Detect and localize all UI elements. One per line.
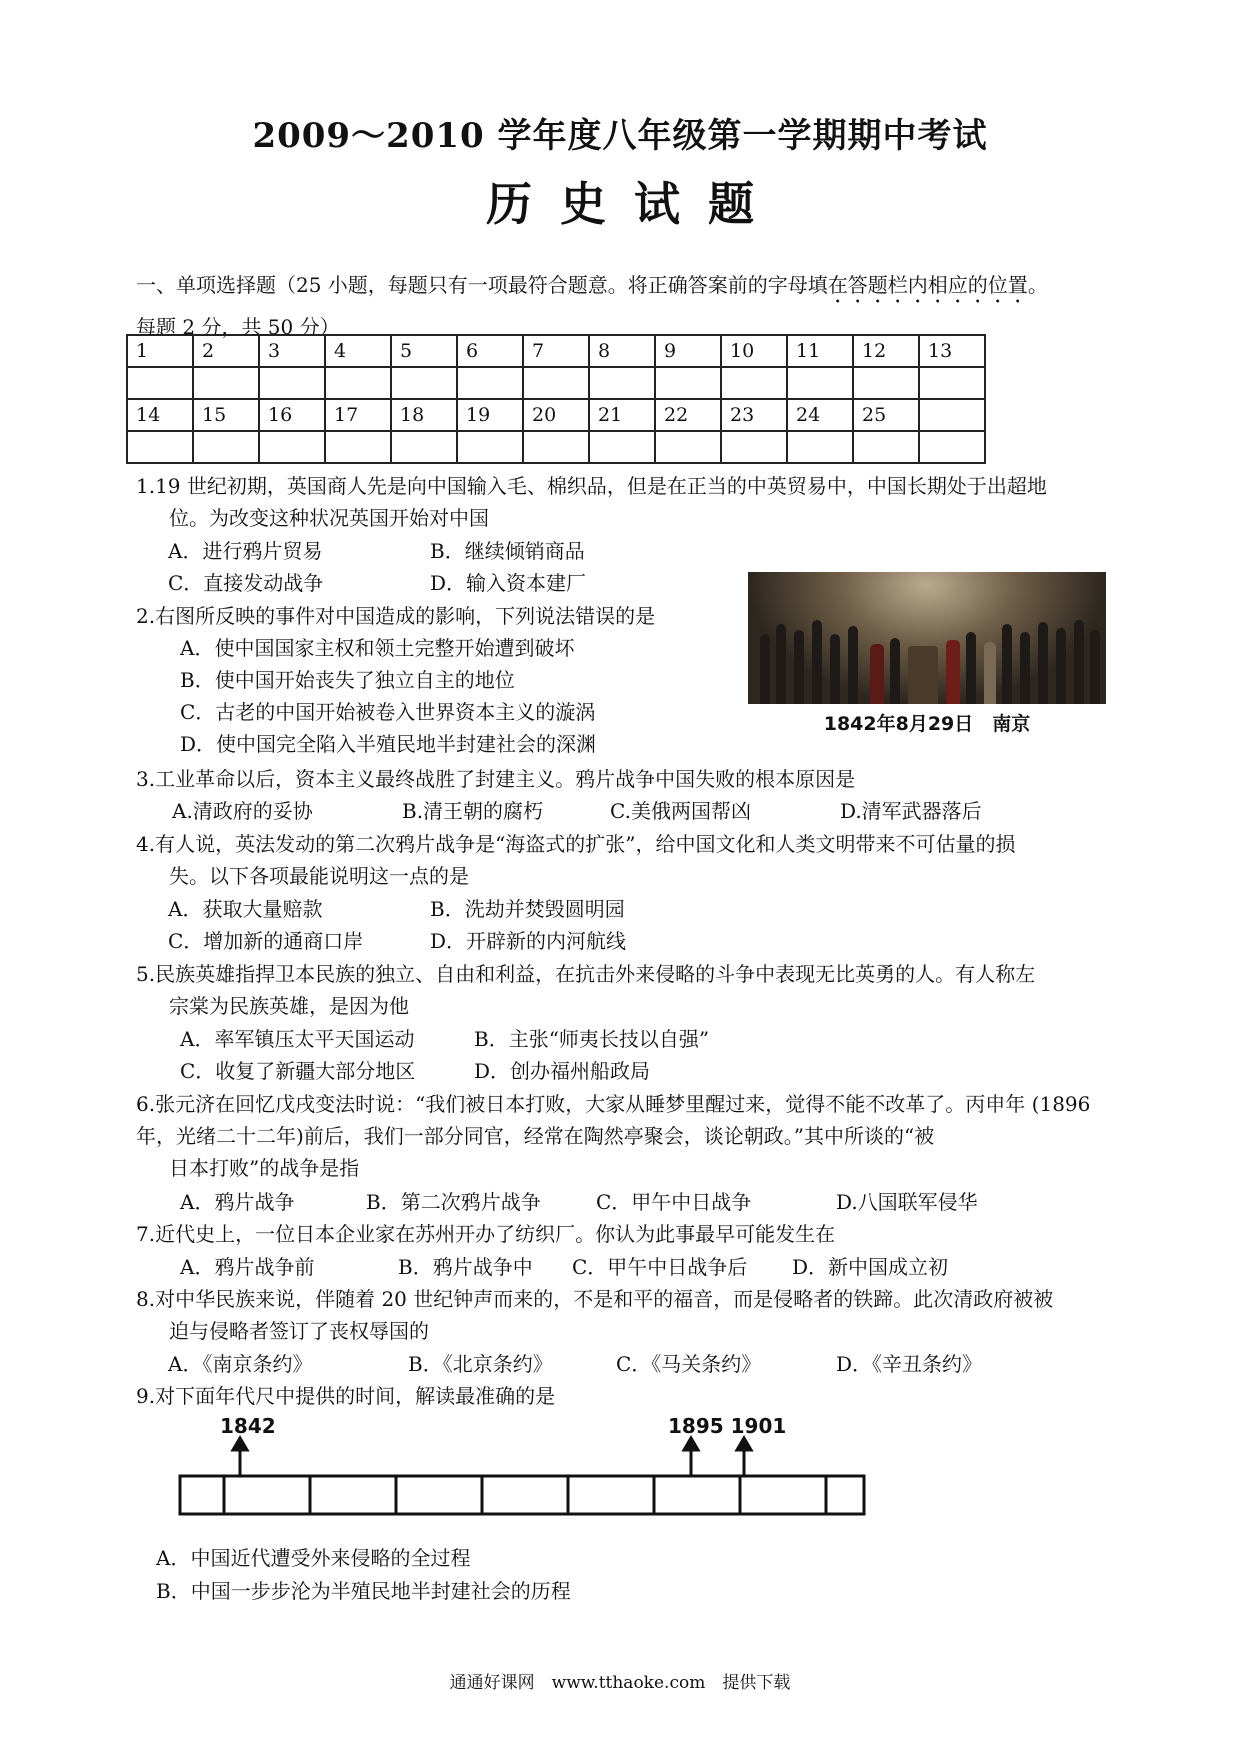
question-stem: 1.19 世纪初期，英国商人先是向中国输入毛、棉织品，但是在正当的中英贸易中，中国长期处于出超地 (136, 474, 1047, 498)
question-1 (136, 470, 1126, 534)
table-cell: 7 (523, 335, 589, 367)
q7-option-d: D．新中国成立初 (792, 1255, 949, 1279)
table-cell: 1 (127, 335, 193, 367)
answer-table (126, 334, 986, 464)
question-5 (136, 958, 1126, 1022)
answer-cell[interactable] (391, 367, 457, 399)
answer-cell[interactable] (391, 431, 457, 463)
table-cell (919, 399, 985, 431)
question-stem-cont: 失。以下各项最能说明这一点的是 (169, 864, 469, 888)
question-stem-cont: 宗棠为民族英雄，是因为他 (169, 994, 409, 1018)
q2-option-b: B．使中国开始丧失了独立自主的地位 (180, 668, 515, 692)
q2-option-d: D．使中国完全陷入半殖民地半封建社会的深渊 (180, 732, 597, 756)
q7-option-a: A．鸦片战争前 (180, 1255, 315, 1279)
answer-cell[interactable] (589, 431, 655, 463)
table-cell: 8 (589, 335, 655, 367)
table-cell: 4 (325, 335, 391, 367)
answer-cell[interactable] (193, 431, 259, 463)
q7-option-b: B．鸦片战争中 (398, 1255, 533, 1279)
answer-cell[interactable] (325, 431, 391, 463)
answer-row-2 (127, 431, 985, 463)
table-cell: 13 (919, 335, 985, 367)
q1-option-a: A．进行鸦片贸易 (168, 539, 323, 563)
question-stem: 8.对中华民族来说，伴随着 20 世纪钟声而来的，不是和平的福音，而是侵略者的铁蹄。此次清政府被被 (136, 1287, 1054, 1311)
answer-cell[interactable] (919, 431, 985, 463)
q1-option-c: C．直接发动战争 (168, 571, 324, 595)
table-cell: 12 (853, 335, 919, 367)
question-stem-cont-2: 日本打败”的战争是指 (169, 1156, 360, 1180)
answer-cell[interactable] (919, 367, 985, 399)
instructions-line2: 每题 2 分，共 50 分） (136, 315, 340, 339)
page-footer: 通通好课网 www.tthaoke.com 提供下载 (449, 1673, 791, 1693)
answer-cell[interactable] (589, 367, 655, 399)
table-cell: 6 (457, 335, 523, 367)
timeline-graphic (178, 1412, 866, 1522)
answer-table-header-row-1 (127, 335, 985, 367)
q7-option-c: C．甲午中日战争后 (572, 1255, 748, 1279)
table-cell: 2 (193, 335, 259, 367)
q6-option-a: A．鸦片战争 (180, 1190, 295, 1214)
painting-image (748, 572, 1106, 704)
answer-cell[interactable] (523, 431, 589, 463)
q3-option-d: D.清军武器落后 (840, 799, 982, 823)
answer-cell[interactable] (721, 431, 787, 463)
table-cell: 5 (391, 335, 457, 367)
question-4 (136, 828, 1126, 892)
question-8 (136, 1283, 1126, 1347)
q4-option-c: C．增加新的通商口岸 (168, 929, 364, 953)
table-cell: 18 (391, 399, 457, 431)
answer-cell[interactable] (457, 367, 523, 399)
painting-caption: 1842年8月29日 南京 (823, 713, 1031, 735)
instructions-text-a: 一、单项选择题（25 小题，每题只有一项最符合题意。将正确答案前的字母填 (136, 273, 828, 297)
table-cell: 22 (655, 399, 721, 431)
q2-option-c: C．古老的中国开始被卷入世界资本主义的漩涡 (180, 700, 596, 724)
answer-cell[interactable] (127, 367, 193, 399)
table-cell: 9 (655, 335, 721, 367)
answer-cell[interactable] (721, 367, 787, 399)
q8-option-b: B．《北京条约》 (408, 1352, 553, 1376)
q6-option-d: D.八国联军侵华 (836, 1190, 978, 1214)
answer-cell[interactable] (655, 367, 721, 399)
question-stem: 4.有人说，英法发动的第二次鸦片战争是“海盗式的扩张”，给中国文化和人类文明带来不可估量的损 (136, 832, 1016, 856)
question-7: 7.近代史上，一位日本企业家在苏州开办了纺织厂。你认为此事最早可能发生在 (136, 1222, 836, 1246)
q5-option-a: A．率军镇压太平天国运动 (180, 1027, 415, 1051)
q2-option-a: A．使中国国家主权和领土完整开始遭到破坏 (180, 636, 575, 660)
q3-option-b: B.清王朝的腐朽 (402, 799, 544, 823)
answer-cell[interactable] (853, 367, 919, 399)
timeline-year-label: 1895 1901 (668, 1414, 787, 1438)
q5-option-d: D．创办福州船政局 (474, 1059, 651, 1083)
q5-option-c: C．收复了新疆大部分地区 (180, 1059, 416, 1083)
answer-cell[interactable] (259, 367, 325, 399)
question-stem-cont: (1896 年，光绪二十二年)前后，我们一部分同官，经常在陶然亭聚会，谈论朝政。”其中所谈的“被 (136, 1092, 1091, 1148)
q6-option-b: B．第二次鸦片战争 (366, 1190, 541, 1214)
q3-option-c: C.美俄两国帮凶 (610, 799, 751, 823)
q8-option-c: C．《马关条约》 (616, 1352, 762, 1376)
question-2: 2.右图所反映的事件对中国造成的影响，下列说法错误的是 (136, 604, 656, 628)
timeline-year-label: 1842 (220, 1414, 276, 1438)
q6-option-c: C．甲午中日战争 (596, 1190, 752, 1214)
instructions-text-b: 。 (1027, 273, 1048, 297)
q1-option-b: B．继续倾销商品 (430, 539, 585, 563)
q8-option-d: D．《辛丑条约》 (836, 1352, 983, 1376)
q4-option-b: B．洗劫并焚毁圆明园 (430, 897, 625, 921)
question-stem: 6.张元济在回忆戊戌变法时说：“我们被日本打败，大家从睡梦里醒过来，觉得不能不改革了。丙申年 (136, 1092, 1026, 1116)
table-cell: 14 (127, 399, 193, 431)
exam-subject: 历史试题 (486, 177, 782, 231)
question-stem-cont: 迫与侵略者签订了丧权辱国的 (169, 1319, 429, 1343)
table-cell: 3 (259, 335, 325, 367)
question-9: 9.对下面年代尺中提供的时间，解读最准确的是 (136, 1384, 556, 1408)
question-stem-cont: 位。为改变这种状况英国开始对中国 (169, 506, 489, 530)
question-6 (136, 1088, 1126, 1184)
table-cell: 20 (523, 399, 589, 431)
q5-option-b: B．主张“师夷长技以自强” (474, 1027, 710, 1051)
q3-option-a: A.清政府的妥协 (172, 799, 313, 823)
table-cell: 16 (259, 399, 325, 431)
timeline-ruler (178, 1412, 866, 1522)
table-cell: 10 (721, 335, 787, 367)
question-stem: 5.民族英雄指捍卫本民族的独立、自由和利益，在抗击外来侵略的斗争中表现无比英勇的人。有人称左 (136, 962, 1036, 986)
q4-option-a: A．获取大量赔款 (168, 897, 323, 921)
table-cell: 21 (589, 399, 655, 431)
answer-cell[interactable] (655, 431, 721, 463)
answer-row-1 (127, 367, 985, 399)
answer-table-header-row-2 (127, 399, 985, 431)
answer-cell[interactable] (523, 367, 589, 399)
q8-option-a: A．《南京条约》 (168, 1352, 313, 1376)
table-cell: 11 (787, 335, 853, 367)
table-cell: 24 (787, 399, 853, 431)
q9-option-a: A．中国近代遭受外来侵略的全过程 (156, 1546, 471, 1570)
answer-cell[interactable] (127, 431, 193, 463)
q1-option-d: D．输入资本建厂 (430, 571, 587, 595)
question-3: 3.工业革命以后，资本主义最终战胜了封建主义。鸦片战争中国失败的根本原因是 (136, 767, 856, 791)
answer-cell[interactable] (787, 367, 853, 399)
instructions-dotted: 在答题栏内相应的位置 (827, 273, 1028, 297)
q4-option-d: D．开辟新的内河航线 (430, 929, 627, 953)
table-cell: 23 (721, 399, 787, 431)
answer-cell[interactable] (853, 431, 919, 463)
answer-cell[interactable] (325, 367, 391, 399)
answer-cell[interactable] (457, 431, 523, 463)
answer-cell[interactable] (259, 431, 325, 463)
table-cell: 25 (853, 399, 919, 431)
answer-cell[interactable] (193, 367, 259, 399)
exam-title: 2009～2010 学年度八年级第一学期期中考试 (252, 116, 988, 156)
table-cell: 17 (325, 399, 391, 431)
treaty-painting (748, 572, 1106, 744)
table-cell: 19 (457, 399, 523, 431)
q9-option-b: B．中国一步步沦为半殖民地半封建社会的历程 (156, 1579, 571, 1603)
table-cell: 15 (193, 399, 259, 431)
answer-cell[interactable] (787, 431, 853, 463)
